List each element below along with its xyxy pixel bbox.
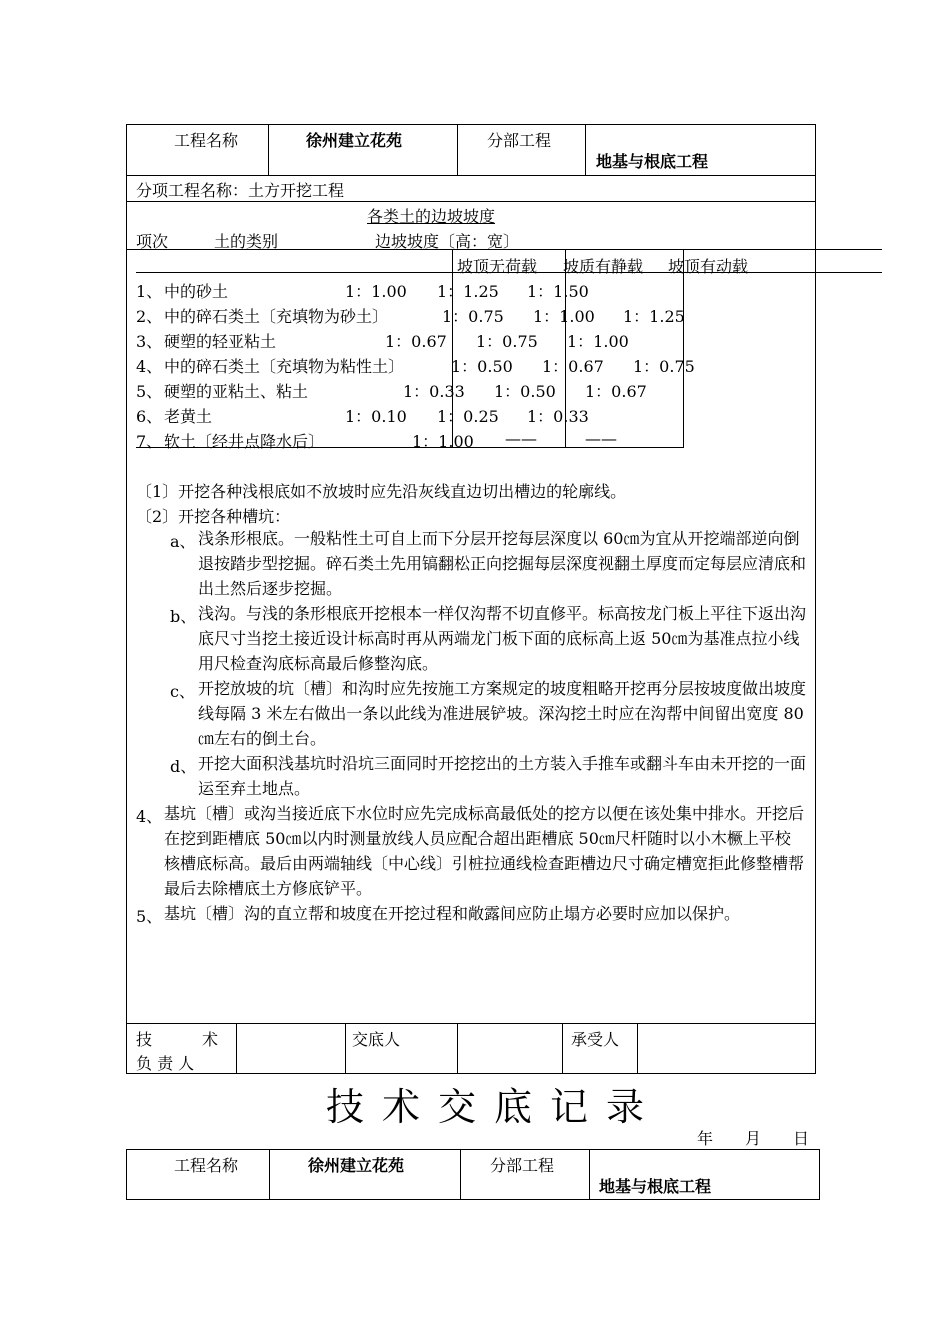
receiver-label: 承受人 [571,1030,620,1049]
tech-lead-label-line1: 技 术 [136,1030,225,1049]
row-3-dynamic: 1：1.00 [567,332,629,351]
second-division-value: 地基与根底工程 [599,1177,712,1196]
row-1-no: 1、 [136,282,163,301]
second-project-name-label: 工程名称 [174,1156,239,1175]
row-7-soil: 软土〔经井点降水后〕 [164,432,325,451]
page-title: 技术交底记录 [326,1085,663,1129]
item-4-marker: 4、 [136,807,163,826]
col-index-header: 项次 [136,232,169,251]
item-b-text: 浅沟。与浅的条形根底开挖根本一样仅沟帮不切直修平。标高按龙门板上平往下返出沟底尺寸当挖土接近设计标高时再从两端龙门板下面的底标高上返 50㎝为基准点拉小线用尺检查沟底标高最后修整沟底。 [198,604,807,673]
row-2-soil: 中的碎石类土〔充填物为砂土〕 [164,307,389,326]
row-4-soil: 中的碎石类土〔充填物为粘性土〕 [164,357,405,376]
col-slope-header: 边坡坡度〔高：宽〕 [375,232,520,251]
header-row-bottom [126,175,816,176]
footer-row-top [126,1023,816,1024]
row-7-dynamic: —— [585,429,617,448]
project-name-value: 徐州建立花苑 [306,131,403,150]
row-6-static: 1：0.25 [437,407,499,426]
row-2-no: 2、 [136,307,163,326]
header-divider-1 [268,124,269,175]
row-6-dynamic: 1：0.33 [527,407,589,426]
row-3-soil: 硬塑的轻亚粘土 [164,332,277,351]
item-5-text: 基坑〔槽〕沟的直立帮和坡度在开挖过程和敞露间应防止塌方必要时应加以保护。 [164,904,741,923]
row-7-no: 7、 [136,432,163,451]
row-4-static: 1：0.67 [542,357,604,376]
row-6-soil: 老黄土 [164,407,213,426]
row-6-no-load: 1：0.10 [345,407,407,426]
item-a-marker: a、 [170,532,196,551]
sub-header-static: 坡质有静载 [563,257,644,276]
row-1-soil: 中的砂土 [164,282,229,301]
footer-divider-1 [236,1023,237,1074]
paragraph-1: 〔1〕开挖各种浅根底如不放坡时应先沿灰线直边切出槽边的轮廓线。 [136,482,627,501]
date-line: 年 月 日 [697,1129,810,1148]
item-d-text: 开挖大面积浅基坑时沿坑三面同时开挖挖出的土方装入手推车或翻斗车由未开挖的一面运至弃土地点。 [198,754,807,798]
footer-divider-2 [345,1023,346,1074]
sub-header-dynamic: 坡顶有动载 [668,257,749,276]
row-5-no: 5、 [136,382,163,401]
tech-lead-label-line2: 负 责 人 [136,1054,195,1073]
row-7-static: —— [505,429,537,448]
row-4-no-load: 1：0.50 [451,357,513,376]
row-1-dynamic: 1：1.50 [527,282,589,301]
item-c-text: 开挖放坡的坑〔槽〕和沟时应先按施工方案规定的坡度粗略开挖再分层按坡度做出坡度线每隔 3 米左右做出一条以此线为准进展铲坡。深沟挖土时应在沟帮中间留出宽度 80㎝左右的倒土台。 [198,679,807,748]
col-soil-header: 土的类别 [214,232,279,251]
second-header-divider-3 [589,1149,590,1200]
item-a-text: 浅条形根底。一般粘性土可自上而下分层开挖每层深度以 60㎝为宜从开挖端部逆向倒退按踏步型挖掘。碎石类土先用镐翻松正向挖掘每层深度视翻土厚度而定每层应清底和出土然后逐步挖掘。 [198,529,807,598]
table-col-line-3 [683,249,684,447]
sub-header-no-load: 坡顶无荷载 [457,257,538,276]
row-6-no: 6、 [136,407,163,426]
subitem-row-bottom [126,201,816,202]
row-1-no-load: 1：1.00 [345,282,407,301]
second-division-label: 分部工程 [490,1156,555,1175]
slope-table-title: 各类土的边坡坡度 [367,207,496,226]
paragraph-2: 〔2〕开挖各种槽坑： [136,507,291,526]
header-divider-2 [457,124,458,175]
row-4-dynamic: 1：0.75 [633,357,695,376]
row-3-no: 3、 [136,332,163,351]
division-value: 地基与根底工程 [596,152,709,171]
second-header-divider-1 [269,1149,270,1200]
row-2-dynamic: 1：1.25 [623,307,685,326]
row-1-static: 1：1.25 [437,282,499,301]
item-c-marker: c、 [170,682,195,701]
item-d-marker: d、 [170,757,197,776]
footer-divider-3 [457,1023,458,1074]
item-4-text: 基坑〔槽〕或沟当接近底下水位时应先完成标高最低处的挖方以便在该处集中排水。开挖后在挖到距槽底 50㎝以内时测量放线人员应配合超出距槽底 50㎝尺杆随时以小木橛上平校核槽底标高。最后由两端轴线〔中心线〕引桩拉通线检查距槽边尺寸确定槽宽拒此修整槽帮最后去除槽底土方修底铲平。 [164,804,805,898]
row-5-soil: 硬塑的亚粘土、粘土 [164,382,309,401]
table-line-1 [126,249,882,250]
row-5-static: 1：0.50 [494,382,556,401]
item-b-marker: b、 [170,607,197,626]
item-5-marker: 5、 [136,907,163,926]
row-3-no-load: 1：0.67 [385,332,447,351]
row-3-static: 1：0.75 [476,332,538,351]
row-2-no-load: 1：0.75 [442,307,504,326]
footer-divider-5 [637,1023,638,1074]
row-5-no-load: 1：0.33 [403,382,465,401]
second-header-divider-2 [460,1149,461,1200]
footer-divider-4 [562,1023,563,1074]
division-label: 分部工程 [487,131,552,150]
project-name-label: 工程名称 [174,131,239,150]
row-5-dynamic: 1：0.67 [585,382,647,401]
second-project-name-value: 徐州建立花苑 [308,1156,405,1175]
row-2-static: 1：1.00 [533,307,595,326]
row-4-no: 4、 [136,357,163,376]
presenter-label: 交底人 [352,1030,401,1049]
row-7-no-load: 1：1.00 [412,432,474,451]
header-divider-3 [585,124,586,175]
subitem-name: 分项工程名称：土方开挖工程 [136,181,345,200]
